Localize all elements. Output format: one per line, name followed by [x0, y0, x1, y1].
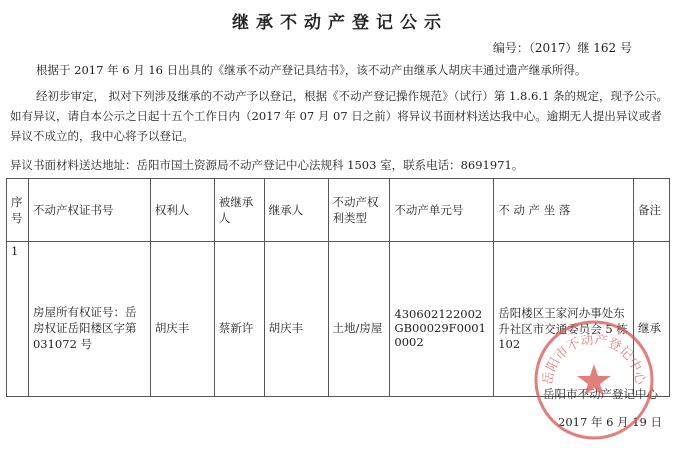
issuer-signature: 岳阳市不动产登记中心 [543, 387, 658, 401]
document-number: 编号：（2017）继 162 号 [492, 41, 632, 55]
header-right-type: 不动产权利类型 [328, 179, 390, 242]
paragraph-basis: 根据于 2017 年 6 月 16 日出具的《继承不动产登记具结书》，该不动产由继承人胡庆丰通过遗产继承所得。 [36, 63, 587, 77]
table-header-row [7, 179, 670, 242]
header-unit-no: 不动产单元号 [390, 179, 494, 242]
cell-deceased: 蔡新许 [214, 260, 264, 397]
cell-note: 继承 [633, 260, 669, 397]
cell-right-type: 土地/房屋 [328, 260, 390, 397]
cell-unit-no: 430602122002GB00029F00010002 [390, 260, 494, 397]
official-seal-icon [530, 316, 658, 444]
seal-text: 岳阳市不动产登记中心 [540, 332, 648, 386]
cell-cert: 房屋所有权证号：岳房权证岳阳楼区字第 031072 号 [28, 260, 150, 397]
document-title: 继承不动产登记公示 [232, 13, 448, 33]
header-seq: 序号 [7, 179, 29, 242]
cell-holder: 胡庆丰 [150, 260, 214, 397]
header-location: 不 动 产 坐 落 [494, 179, 634, 242]
cell-seq: 1 [7, 242, 29, 261]
header-heir: 继承人 [264, 179, 328, 242]
header-note: 备注 [633, 179, 669, 242]
header-deceased: 被继承人 [214, 179, 264, 242]
table-row-index [7, 242, 670, 261]
paragraph-notice: 经初步审定， 拟对下列涉及继承的不动产予以登记，根据《不动产登记操作规范》（试行）第 1.8.6.1 条的规定，现予公示。如有异议，请自本公示之日起十五个工作日内（2017 年 07 月 07 日之前）将异议书面材料送达我中心。逾期无人提出异议或者异议不成立的，我中心将予以登记。 [10, 89, 668, 143]
cell-heir: 胡庆丰 [264, 260, 328, 397]
header-holder: 权利人 [150, 179, 214, 242]
issue-date: 2017 年 6 月 19 日 [558, 415, 662, 429]
header-cert: 不动产权证书号 [28, 179, 150, 242]
paragraph-address: 异议书面材料送达地址：岳阳市国土资源局不动产登记中心法规科 1503 室，联系电话：8691971。 [10, 158, 524, 172]
cell-location: 岳阳楼区王家河办事处东升社区市交通委员会 5 栋 102 [494, 260, 634, 397]
